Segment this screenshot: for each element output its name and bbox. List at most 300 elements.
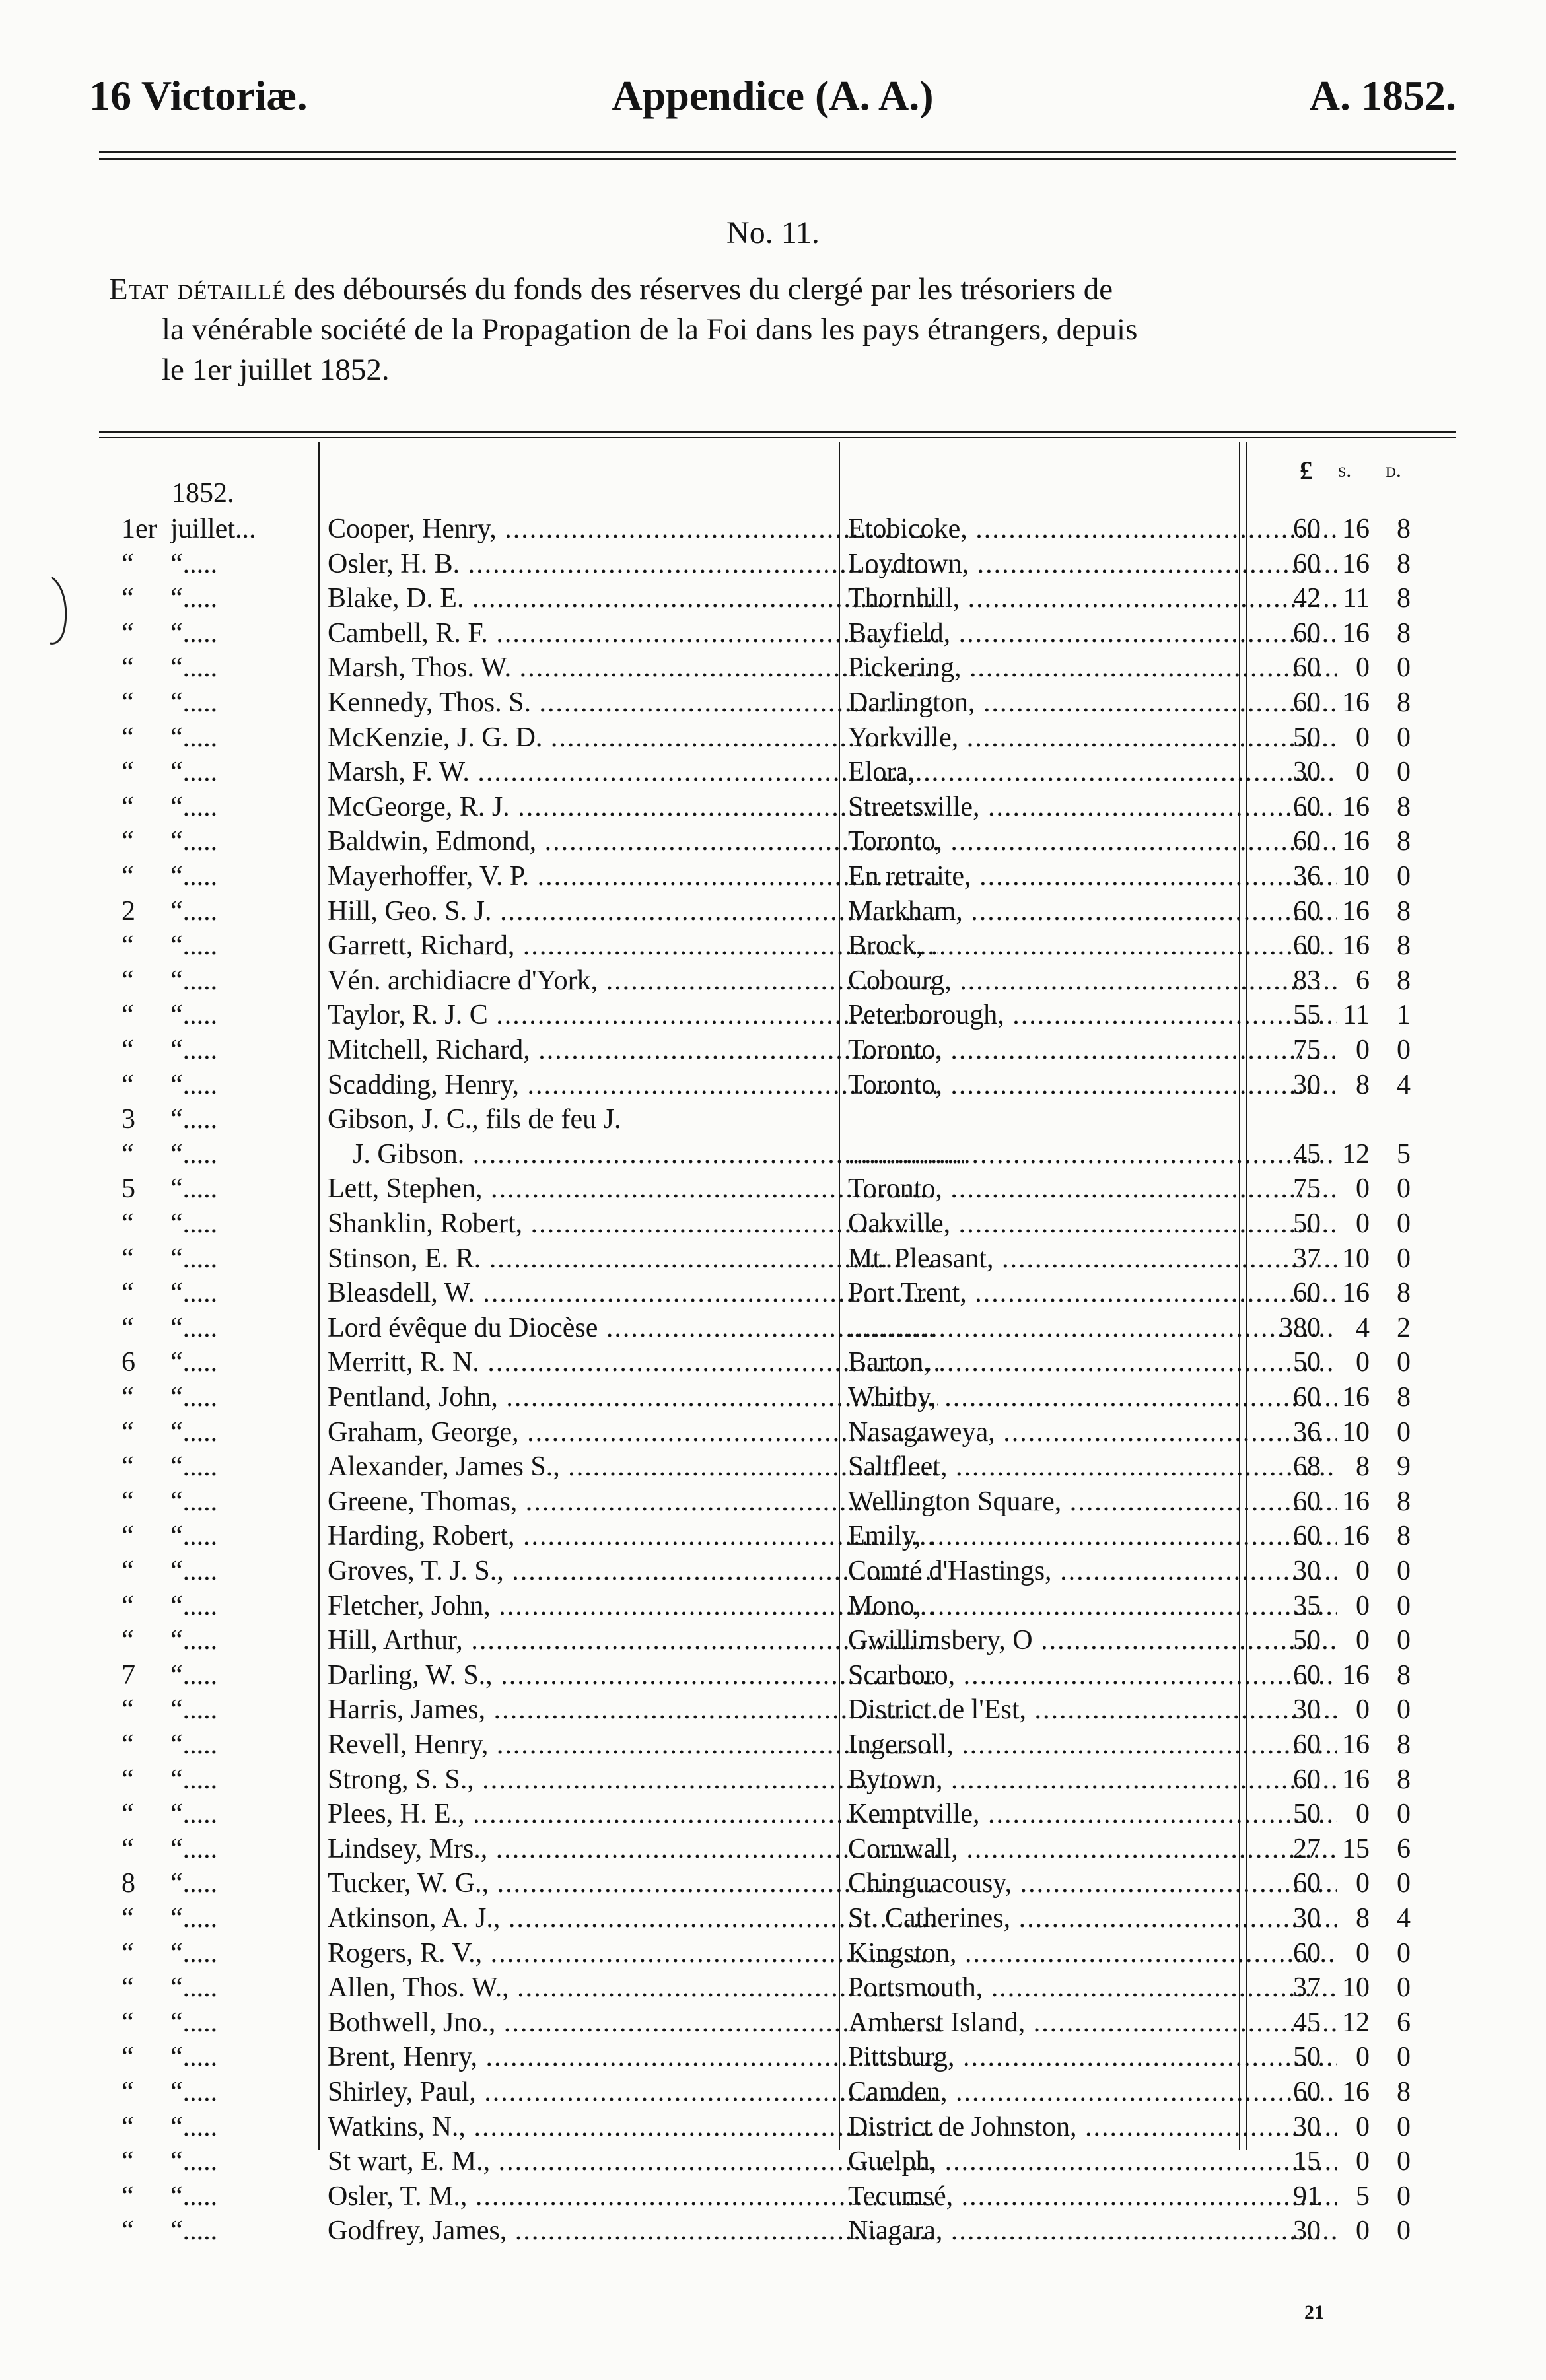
payee-name: Osler, H. B. .....: [328, 547, 938, 582]
date-day: “: [122, 826, 134, 857]
amount-pounds: 30: [1293, 1556, 1321, 1586]
date-month: juillet...: [170, 514, 256, 544]
date-day: “: [122, 1452, 134, 1483]
amount-pence: 0: [1397, 1973, 1411, 2004]
date-month: “.....: [170, 895, 218, 927]
amount-pounds: 60: [1293, 791, 1321, 822]
margin-bracket-mark: [46, 575, 73, 647]
payee-name: Greene, Thomas, .....: [328, 1485, 938, 1520]
table-row: [106, 547, 1466, 582]
amount-pounds: 37: [1293, 1243, 1321, 1274]
header-session: 16 Victoriæ.: [89, 72, 308, 119]
amount-pounds: 60: [1293, 1521, 1321, 1552]
date-day: 5: [122, 1173, 135, 1205]
date-month: “.....: [170, 687, 218, 718]
table-row: [106, 1763, 1466, 1798]
amount-pounds: 60: [1293, 687, 1321, 718]
table-row: [106, 1971, 1466, 2006]
amount-shillings: 16: [1342, 1521, 1370, 1552]
amount-pounds: 83: [1293, 965, 1321, 996]
date-month: “.....: [170, 1069, 218, 1100]
amount-pence: 0: [1397, 1938, 1411, 1969]
intro-line-2: la vénérable société de la Propagation de la Foi dans les pays étrangers, depuis: [162, 312, 1138, 347]
amount-pence: 0: [1397, 1417, 1411, 1448]
payee-name: Allen, Thos. W., .....: [328, 1971, 938, 2006]
amount-pounds: 30: [1293, 1903, 1321, 1934]
table-row: [106, 1693, 1466, 1728]
amount-pence: 0: [1397, 1799, 1411, 1830]
shillings-heading: s.: [1338, 458, 1352, 481]
payee-place: Scarboro, .....: [848, 1658, 1337, 1693]
amount-pence: 0: [1397, 1590, 1411, 1621]
amount-shillings: 12: [1342, 1138, 1370, 1170]
date-month: “.....: [170, 1556, 218, 1586]
amount-shillings: 16: [1342, 2077, 1370, 2107]
amount-pounds: 60: [1293, 548, 1321, 579]
table-row: [106, 824, 1466, 859]
amount-pence: 1: [1397, 1000, 1411, 1031]
amount-shillings: 0: [1356, 1868, 1370, 1899]
amount-pence: 4: [1397, 1069, 1411, 1100]
amount-pounds: 75: [1293, 1173, 1321, 1205]
payee-name: Graham, George, .....: [328, 1415, 938, 1450]
table-row: [106, 859, 1466, 894]
payee-place: Whitby, .....: [848, 1380, 1337, 1415]
page-number: 21: [1304, 2301, 1324, 2323]
payee-name: McGeorge, R. J. .....: [328, 790, 938, 825]
table-rule-bottom: [99, 437, 1456, 438]
date-day: “: [122, 2216, 134, 2247]
header-year: A. 1852.: [1309, 72, 1456, 119]
payee-name: McKenzie, J. G. D. .....: [328, 720, 938, 755]
amount-pounds: 50: [1293, 1208, 1321, 1239]
payee-place: Darlington, .....: [848, 685, 1337, 720]
payee-name: Hill, Arthur, .....: [328, 1623, 938, 1658]
payee-place: Toronto, .....: [848, 1033, 1337, 1068]
payee-place: Loydtown, .....: [848, 547, 1337, 582]
date-day: “: [122, 930, 134, 962]
payee-name: Taylor, R. J. C .....: [328, 998, 938, 1033]
amount-shillings: 16: [1342, 1486, 1370, 1517]
amount-pence: 0: [1397, 2042, 1411, 2073]
amount-pounds: 60: [1293, 930, 1321, 962]
amount-shillings: 0: [1356, 2111, 1370, 2142]
date-day: “: [122, 1000, 134, 1031]
amount-shillings: 16: [1342, 930, 1370, 962]
table-row: [106, 1207, 1466, 1242]
amount-pounds: 60: [1293, 1868, 1321, 1899]
table-row: [106, 720, 1466, 755]
table-row: [106, 1345, 1466, 1380]
payee-name: Stinson, E. R. .....: [328, 1242, 938, 1277]
amount-shillings: 16: [1342, 514, 1370, 544]
date-month: “.....: [170, 1278, 218, 1309]
amount-pence: 6: [1397, 2007, 1411, 2038]
table-row: [106, 1901, 1466, 1936]
table-row: [106, 2075, 1466, 2110]
document-number: No. 11.: [726, 215, 820, 250]
payee-name: Hill, Geo. S. J. .....: [328, 894, 938, 929]
date-month: “.....: [170, 2181, 218, 2212]
amount-pence: 0: [1397, 2146, 1411, 2177]
amount-shillings: 16: [1342, 548, 1370, 579]
amount-shillings: 0: [1356, 1590, 1370, 1621]
date-day: “: [122, 1417, 134, 1448]
payee-place: Kingston, .....: [848, 1936, 1337, 1971]
amount-pence: 8: [1397, 1278, 1411, 1309]
amount-pence: 4: [1397, 1903, 1411, 1934]
date-day: 1er: [122, 514, 157, 544]
amount-pence: 0: [1397, 757, 1411, 788]
amount-shillings: 0: [1356, 1625, 1370, 1656]
payee-name: Fletcher, John, .....: [328, 1589, 938, 1624]
table-row: [106, 1797, 1466, 1832]
payee-place: En retraite, .....: [848, 859, 1337, 894]
payee-place: District de l'Est, .....: [848, 1693, 1337, 1728]
date-day: 8: [122, 1868, 135, 1899]
amount-pounds: 60: [1293, 1938, 1321, 1969]
date-day: “: [122, 1208, 134, 1239]
amount-pence: 0: [1397, 1868, 1411, 1899]
amount-pence: 0: [1397, 2111, 1411, 2142]
amount-pounds: 37: [1293, 1973, 1321, 2004]
date-day: “: [122, 1069, 134, 1100]
date-month: “.....: [170, 1695, 218, 1726]
payee-place: Cornwall, .....: [848, 1832, 1337, 1867]
date-month: “.....: [170, 1868, 218, 1899]
amount-pounds: 27: [1293, 1833, 1321, 1864]
amount-shillings: 12: [1342, 2007, 1370, 2038]
payee-place: Barton, .....: [848, 1345, 1337, 1380]
amount-pence: 8: [1397, 965, 1411, 996]
date-month: “.....: [170, 1799, 218, 1830]
date-day: “: [122, 1730, 134, 1760]
amount-shillings: 0: [1356, 757, 1370, 788]
table-row: [106, 1623, 1466, 1658]
table-row: [106, 755, 1466, 790]
amount-shillings: 16: [1342, 1382, 1370, 1413]
amount-pence: 0: [1397, 1625, 1411, 1656]
amount-pence: 8: [1397, 617, 1411, 648]
table-row: [106, 1137, 1466, 1172]
date-day: “: [122, 1035, 134, 1065]
amount-pence: 9: [1397, 1452, 1411, 1483]
payee-place: Nasagaweya, .....: [848, 1415, 1337, 1450]
date-day: “: [122, 548, 134, 579]
amount-shillings: 0: [1356, 2216, 1370, 2247]
payee-place: Wellington Square, .....: [848, 1485, 1337, 1520]
amount-pence: 0: [1397, 1173, 1411, 1205]
payee-place: Amherst Island, .....: [848, 2006, 1337, 2041]
table-row: [106, 650, 1466, 685]
table-row: [106, 1102, 1466, 1137]
amount-shillings: 16: [1342, 826, 1370, 857]
table-row: [106, 1589, 1466, 1624]
payee-name: Alexander, James S., .....: [328, 1450, 938, 1485]
amount-pounds: 50: [1293, 1347, 1321, 1378]
table-row: [106, 998, 1466, 1033]
amount-pounds: 60: [1293, 895, 1321, 927]
amount-shillings: 16: [1342, 791, 1370, 822]
date-month: “.....: [170, 1208, 218, 1239]
payee-name: Tucker, W. G., .....: [328, 1866, 938, 1901]
date-month: “.....: [170, 617, 218, 648]
amount-pence: 5: [1397, 1138, 1411, 1170]
payee-name: Plees, H. E., .....: [328, 1797, 938, 1832]
table-row: [106, 1450, 1466, 1485]
date-month: “.....: [170, 1938, 218, 1969]
amount-shillings: 15: [1342, 1833, 1370, 1864]
date-day: “: [122, 1833, 134, 1864]
date-day: 2: [122, 895, 135, 927]
amount-pounds: 36: [1293, 861, 1321, 892]
date-day: “: [122, 652, 134, 683]
amount-shillings: 16: [1342, 617, 1370, 648]
date-day: “: [122, 1278, 134, 1309]
amount-pounds: 75: [1293, 1035, 1321, 1065]
amount-pounds: 60: [1293, 1382, 1321, 1413]
payee-place: District de Johnston, .....: [848, 2110, 1337, 2145]
table-row: [106, 1866, 1466, 1901]
table-row: [106, 2179, 1466, 2214]
table-row: [106, 1276, 1466, 1311]
amount-pence: 8: [1397, 895, 1411, 927]
payee-name: Watkins, N., .....: [328, 2110, 938, 2145]
date-day: “: [122, 965, 134, 996]
amount-shillings: 16: [1342, 687, 1370, 718]
date-day: “: [122, 1695, 134, 1726]
table-row: [106, 1415, 1466, 1450]
amount-pounds: 50: [1293, 1799, 1321, 1830]
table-row: [106, 2110, 1466, 2145]
amount-pounds: 50: [1293, 722, 1321, 753]
amount-pounds: 60: [1293, 2077, 1321, 2107]
amount-pounds: 30: [1293, 1069, 1321, 1100]
amount-shillings: 8: [1356, 1452, 1370, 1483]
payee-place: Yorkville, .....: [848, 720, 1337, 755]
amount-shillings: 0: [1356, 1035, 1370, 1065]
payee-name: Merritt, R. N. .....: [328, 1345, 938, 1380]
header-appendix: Appendice (A. A.): [612, 72, 934, 119]
payee-place: Elora, .....: [848, 755, 1337, 790]
date-month: “.....: [170, 583, 218, 614]
payee-place: Pittsburg, .....: [848, 2040, 1337, 2075]
amount-pounds: 15: [1293, 2146, 1321, 2177]
table-row: [106, 616, 1466, 651]
amount-pence: 0: [1397, 1035, 1411, 1065]
header-rule-bottom: [99, 158, 1456, 160]
amount-shillings: 8: [1356, 1069, 1370, 1100]
date-month: “.....: [170, 1243, 218, 1274]
date-month: “.....: [170, 1730, 218, 1760]
table-row: [106, 581, 1466, 616]
amount-shillings: 0: [1356, 1208, 1370, 1239]
payee-place: Saltfleet, .....: [848, 1450, 1337, 1485]
amount-pence: 0: [1397, 2181, 1411, 2212]
table-row: [106, 1658, 1466, 1693]
amount-pounds: 36: [1293, 1417, 1321, 1448]
date-day: “: [122, 583, 134, 614]
date-day: “: [122, 2146, 134, 2177]
amount-pounds: 45: [1293, 1138, 1321, 1170]
date-month: “.....: [170, 1833, 218, 1864]
amount-shillings: 8: [1356, 1903, 1370, 1934]
date-day: “: [122, 1799, 134, 1830]
date-month: “.....: [170, 1312, 218, 1343]
date-month: “.....: [170, 1035, 218, 1065]
payee-place: Streetsville, .....: [848, 790, 1337, 825]
amount-pence: 0: [1397, 1347, 1411, 1378]
payee-name: Osler, T. M., .....: [328, 2179, 938, 2214]
payee-name: Rogers, R. V., .....: [328, 1936, 938, 1971]
date-month: “.....: [170, 1382, 218, 1413]
payee-name: Marsh, F. W. .....: [328, 755, 938, 790]
table-row: [106, 963, 1466, 998]
payee-place: Oakville, .....: [848, 1207, 1337, 1242]
amount-shillings: 0: [1356, 1938, 1370, 1969]
date-month: “.....: [170, 1173, 218, 1205]
payee-place: Pickering, .....: [848, 650, 1337, 685]
amount-pounds: 60: [1293, 826, 1321, 857]
payee-place: Toronto, .....: [848, 1068, 1337, 1103]
amount-shillings: 16: [1342, 1660, 1370, 1691]
amount-shillings: 0: [1356, 652, 1370, 683]
date-day: “: [122, 2111, 134, 2142]
table-row: [106, 1936, 1466, 1971]
payee-place: Toronto, .....: [848, 1172, 1337, 1207]
payee-place: Camden, .....: [848, 2075, 1337, 2110]
amount-pounds: 42: [1293, 583, 1321, 614]
date-day: “: [122, 1138, 134, 1170]
table-row: [106, 1554, 1466, 1589]
date-month: “.....: [170, 1521, 218, 1552]
amount-pounds: 60: [1293, 1764, 1321, 1795]
date-day: “: [122, 1312, 134, 1343]
date-month: “.....: [170, 1764, 218, 1795]
payee-place: Toronto, .....: [848, 824, 1337, 859]
payee-name: Kennedy, Thos. S. .....: [328, 685, 938, 720]
amount-pence: 8: [1397, 1764, 1411, 1795]
payee-name: Atkinson, A. J., .....: [328, 1901, 938, 1936]
amount-pence: 8: [1397, 791, 1411, 822]
payee-name: J. Gibson. .....: [328, 1137, 964, 1172]
table-row: [106, 2144, 1466, 2179]
payee-name: Garrett, Richard, .....: [328, 928, 938, 963]
date-day: “: [122, 1521, 134, 1552]
payee-name: Cooper, Henry, .....: [328, 512, 938, 547]
amount-pounds: 30: [1293, 2216, 1321, 2247]
payee-name: Harding, Robert, .....: [328, 1519, 938, 1554]
intro-line-3: le 1er juillet 1852.: [162, 353, 390, 387]
date-month: “.....: [170, 548, 218, 579]
amount-pounds: 30: [1293, 1695, 1321, 1726]
date-day: “: [122, 757, 134, 788]
date-day: “: [122, 2077, 134, 2107]
amount-shillings: 11: [1343, 1000, 1370, 1031]
payee-place: Mt. Pleasant, .....: [848, 1242, 1337, 1277]
table-row: [106, 1832, 1466, 1867]
amount-pounds: 60: [1293, 652, 1321, 683]
payee-name: Gibson, J. C., fils de feu J.: [328, 1104, 621, 1135]
intro-line-1: [109, 269, 1456, 310]
payee-name: Lindsey, Mrs., .....: [328, 1832, 938, 1867]
payee-place: Tecumsé, .....: [848, 2179, 1337, 2214]
payee-place: Port Trent, .....: [848, 1276, 1337, 1311]
payee-place: Guelph, .....: [848, 2144, 1337, 2179]
payee-place: Brock, .....: [848, 928, 1337, 963]
payee-place: Comté d'Hastings, .....: [848, 1554, 1337, 1589]
table-row: [106, 1033, 1466, 1068]
payee-name: Pentland, John, .....: [328, 1380, 938, 1415]
header-rule-top: [99, 151, 1456, 153]
date-day: “: [122, 861, 134, 892]
amount-pence: 8: [1397, 583, 1411, 614]
payee-place: Chinguacousy, .....: [848, 1866, 1337, 1901]
year-heading: 1852.: [172, 478, 234, 508]
date-month: “.....: [170, 861, 218, 892]
running-header: [89, 71, 1456, 124]
payee-name: Strong, S. S., .....: [328, 1763, 938, 1798]
table-row: [106, 1519, 1466, 1554]
payee-name: St wart, E. M., .....: [328, 2144, 938, 2179]
payee-name: Scadding, Henry, .....: [328, 1068, 938, 1103]
amount-pounds: 50: [1293, 1625, 1321, 1656]
payee-name: Cambell, R. F. .....: [328, 616, 938, 651]
payee-place: Emily, .....: [848, 1519, 1337, 1554]
amount-pounds: 60: [1293, 1660, 1321, 1691]
table-row: [106, 1172, 1466, 1207]
payee-name: Shanklin, Robert, .....: [328, 1207, 938, 1242]
amount-pence: 8: [1397, 1660, 1411, 1691]
payee-name: Mayerhoffer, V. P. .....: [328, 859, 938, 894]
date-day: “: [122, 1973, 134, 2004]
table-row: [106, 1068, 1466, 1103]
date-day: “: [122, 1764, 134, 1795]
amount-pence: 8: [1397, 548, 1411, 579]
amount-pounds: 45: [1293, 2007, 1321, 2038]
table-row: [106, 790, 1466, 825]
amount-pounds: 50: [1293, 2042, 1321, 2073]
date-month: “.....: [170, 826, 218, 857]
amount-shillings: 0: [1356, 1556, 1370, 1586]
date-month: “.....: [170, 2042, 218, 2073]
date-day: “: [122, 1590, 134, 1621]
table-row: [106, 512, 1466, 547]
payee-name: Brent, Henry, .....: [328, 2040, 938, 2075]
payee-name: Baldwin, Edmond, .....: [328, 824, 938, 859]
pence-heading: d.: [1386, 458, 1401, 481]
amount-shillings: 0: [1356, 1173, 1370, 1205]
payee-place: St. Catherines, .....: [848, 1901, 1337, 1936]
amount-pounds: 91: [1293, 2181, 1321, 2212]
table-row: [106, 2006, 1466, 2041]
date-day: “: [122, 1625, 134, 1656]
table-row: [106, 928, 1466, 963]
payee-place: Bayfield, .....: [848, 616, 1337, 651]
amount-shillings: 0: [1356, 2042, 1370, 2073]
payee-place: Etobicoke, .....: [848, 512, 1337, 547]
amount-shillings: 10: [1342, 1417, 1370, 1448]
amount-pence: 8: [1397, 826, 1411, 857]
date-month: “.....: [170, 1973, 218, 2004]
amount-pounds: 35: [1293, 1590, 1321, 1621]
date-day: “: [122, 2007, 134, 2038]
amount-pounds: 60: [1293, 617, 1321, 648]
payee-name: Darling, W. S., .....: [328, 1658, 938, 1693]
amount-shillings: 4: [1356, 1312, 1370, 1343]
date-month: “.....: [170, 930, 218, 962]
amount-pounds: 30: [1293, 757, 1321, 788]
